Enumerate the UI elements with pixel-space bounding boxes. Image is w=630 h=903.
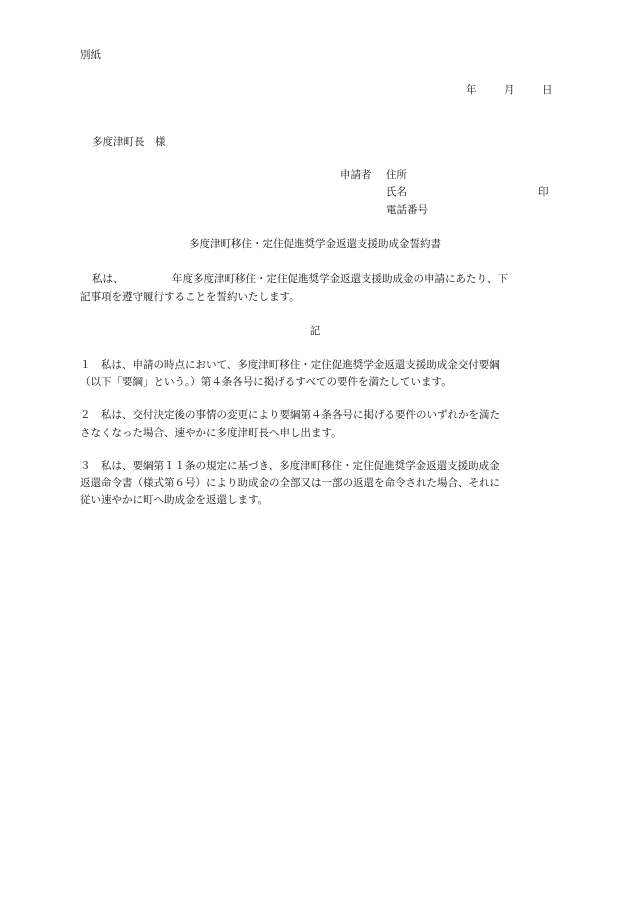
- attachment-label: 別紙: [80, 49, 101, 61]
- address-field-label: 住所: [386, 169, 407, 181]
- date-day-label: 日: [542, 84, 553, 96]
- document-title: 多度津町移住・定住促進奨学金返還支援助成金誓約書: [189, 238, 441, 250]
- seal-mark-label: 印: [538, 186, 549, 198]
- date-month-label: 月: [504, 84, 515, 96]
- item-3-line-3: 従い速やかに町へ助成金を返還します。: [80, 494, 269, 506]
- item-3-line-1: ３ 私は、要綱第１１条の規定に基づき、多度津町移住・定住促進奨学金返還支援助成金: [80, 460, 500, 472]
- addressee: 多度津町長 様: [92, 136, 166, 148]
- pledge-line-2: 記事項を遵守履行することを誓約いたします。: [80, 291, 300, 303]
- item-3-line-2: 返還命令書（様式第６号）により助成金の全部又は一部の返還を命令された場合、それに: [80, 477, 500, 489]
- item-1-line-1: １ 私は、申請の時点において、多度津町移住・定住促進奨学金返還支援助成金交付要綱: [80, 359, 500, 371]
- pledge-line-1-rest: 年度多度津町移住・定住促進奨学金返還支援助成金の申請にあたり、下: [172, 273, 508, 285]
- item-2-line-1: ２ 私は、交付決定後の事情の変更により要綱第４条各号に掲げる要件のいずれかを満た: [80, 409, 500, 421]
- name-field-label: 氏名: [386, 186, 407, 198]
- pledge-line-1: [80, 274, 552, 288]
- date-year-label: 年: [466, 84, 477, 96]
- item-2-line-2: さなくなった場合、速やかに多度津町長へ申し出ます。: [80, 427, 342, 439]
- ki-heading: 記: [309, 325, 321, 337]
- item-1-line-2: （以下「要綱」という。）第４条各号に掲げるすべての要件を満たしています。: [80, 376, 452, 388]
- phone-field-label: 電話番号: [386, 204, 428, 216]
- pledge-prefix: 私は、: [92, 273, 124, 285]
- date-line: [466, 85, 556, 99]
- applicant-label: 申請者: [340, 169, 372, 181]
